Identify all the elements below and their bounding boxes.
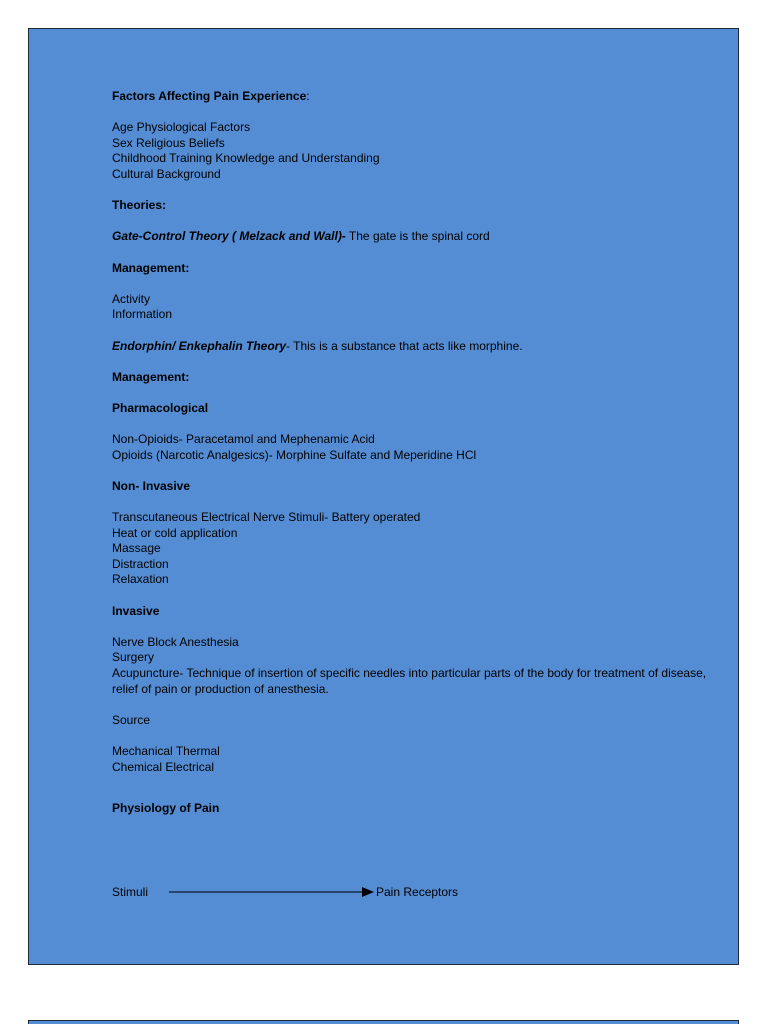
invasive-line: Nerve Block Anesthesia — [112, 634, 239, 649]
pharmacological-line: Non-Opioids- Paracetamol and Mephenamic Acid — [112, 432, 375, 447]
non-invasive-heading: Non- Invasive — [112, 478, 191, 493]
gate-control-title: Gate-Control Theory ( Melzack and Wall)- — [112, 229, 346, 244]
endorphin-text: - This is a substance that acts like morphine. — [286, 338, 523, 353]
endorphin-title: Endorphin/ Enkephalin Theory — [112, 338, 287, 353]
source-heading: Source — [112, 712, 151, 727]
factors-line: Cultural Background — [112, 166, 221, 181]
page-content — [112, 89, 712, 832]
theories-heading: Theories: — [112, 198, 167, 213]
pharmacological-heading: Pharmacological — [112, 400, 209, 415]
invasive-line: Acupuncture- Technique of insertion of specific needles into particular parts of the body for treatment of disease, relief of pain or production of anesthesia. — [112, 665, 707, 696]
pharmacological-line: Opioids (Narcotic Analgesics)- Morphine Sulfate and Meperidine HCl — [112, 447, 477, 462]
gate-control-theory — [112, 229, 712, 245]
right-arrow-icon — [169, 887, 374, 897]
stimuli-flow — [112, 884, 532, 900]
pharmacological-list — [112, 432, 712, 463]
source-list — [112, 744, 712, 775]
gate-management-line: Activity — [112, 291, 151, 306]
factors-line: Age Physiological Factors — [112, 120, 251, 135]
source-line: Chemical Electrical — [112, 759, 215, 774]
invasive-list — [112, 635, 712, 697]
non-invasive-line: Heat or cold application — [112, 525, 238, 540]
source-line: Mechanical Thermal — [112, 743, 220, 758]
factors-section — [112, 89, 712, 105]
factors-line: Childhood Training Knowledge and Understanding — [112, 151, 380, 166]
gate-management-list — [112, 292, 712, 323]
non-invasive-list — [112, 510, 712, 588]
non-invasive-line: Transcutaneous Electrical Nerve Stimuli- Battery operated — [112, 510, 421, 525]
factors-line: Sex Religious Beliefs — [112, 135, 225, 150]
gate-management-heading: Management: — [112, 260, 190, 275]
factors-heading-colon: : — [306, 89, 310, 103]
non-invasive-line: Relaxation — [112, 572, 169, 587]
gate-management-line: Information — [112, 307, 173, 322]
gate-control-text: The gate is the spinal cord — [345, 229, 490, 244]
factors-heading: Factors Affecting Pain Experience — [112, 89, 307, 103]
document-page — [28, 28, 739, 965]
factors-list — [112, 120, 712, 182]
endorphin-management-heading: Management: — [112, 369, 190, 384]
non-invasive-line: Massage — [112, 541, 161, 556]
next-page-edge — [28, 1020, 739, 1024]
invasive-line: Surgery — [112, 650, 155, 665]
invasive-heading: Invasive — [112, 603, 160, 618]
physiology-heading: Physiology of Pain — [112, 801, 220, 816]
flow-start-label: Stimuli — [112, 885, 149, 899]
flow-end-label: Pain Receptors — [376, 885, 459, 899]
non-invasive-line: Distraction — [112, 556, 169, 571]
endorphin-theory — [112, 339, 712, 355]
